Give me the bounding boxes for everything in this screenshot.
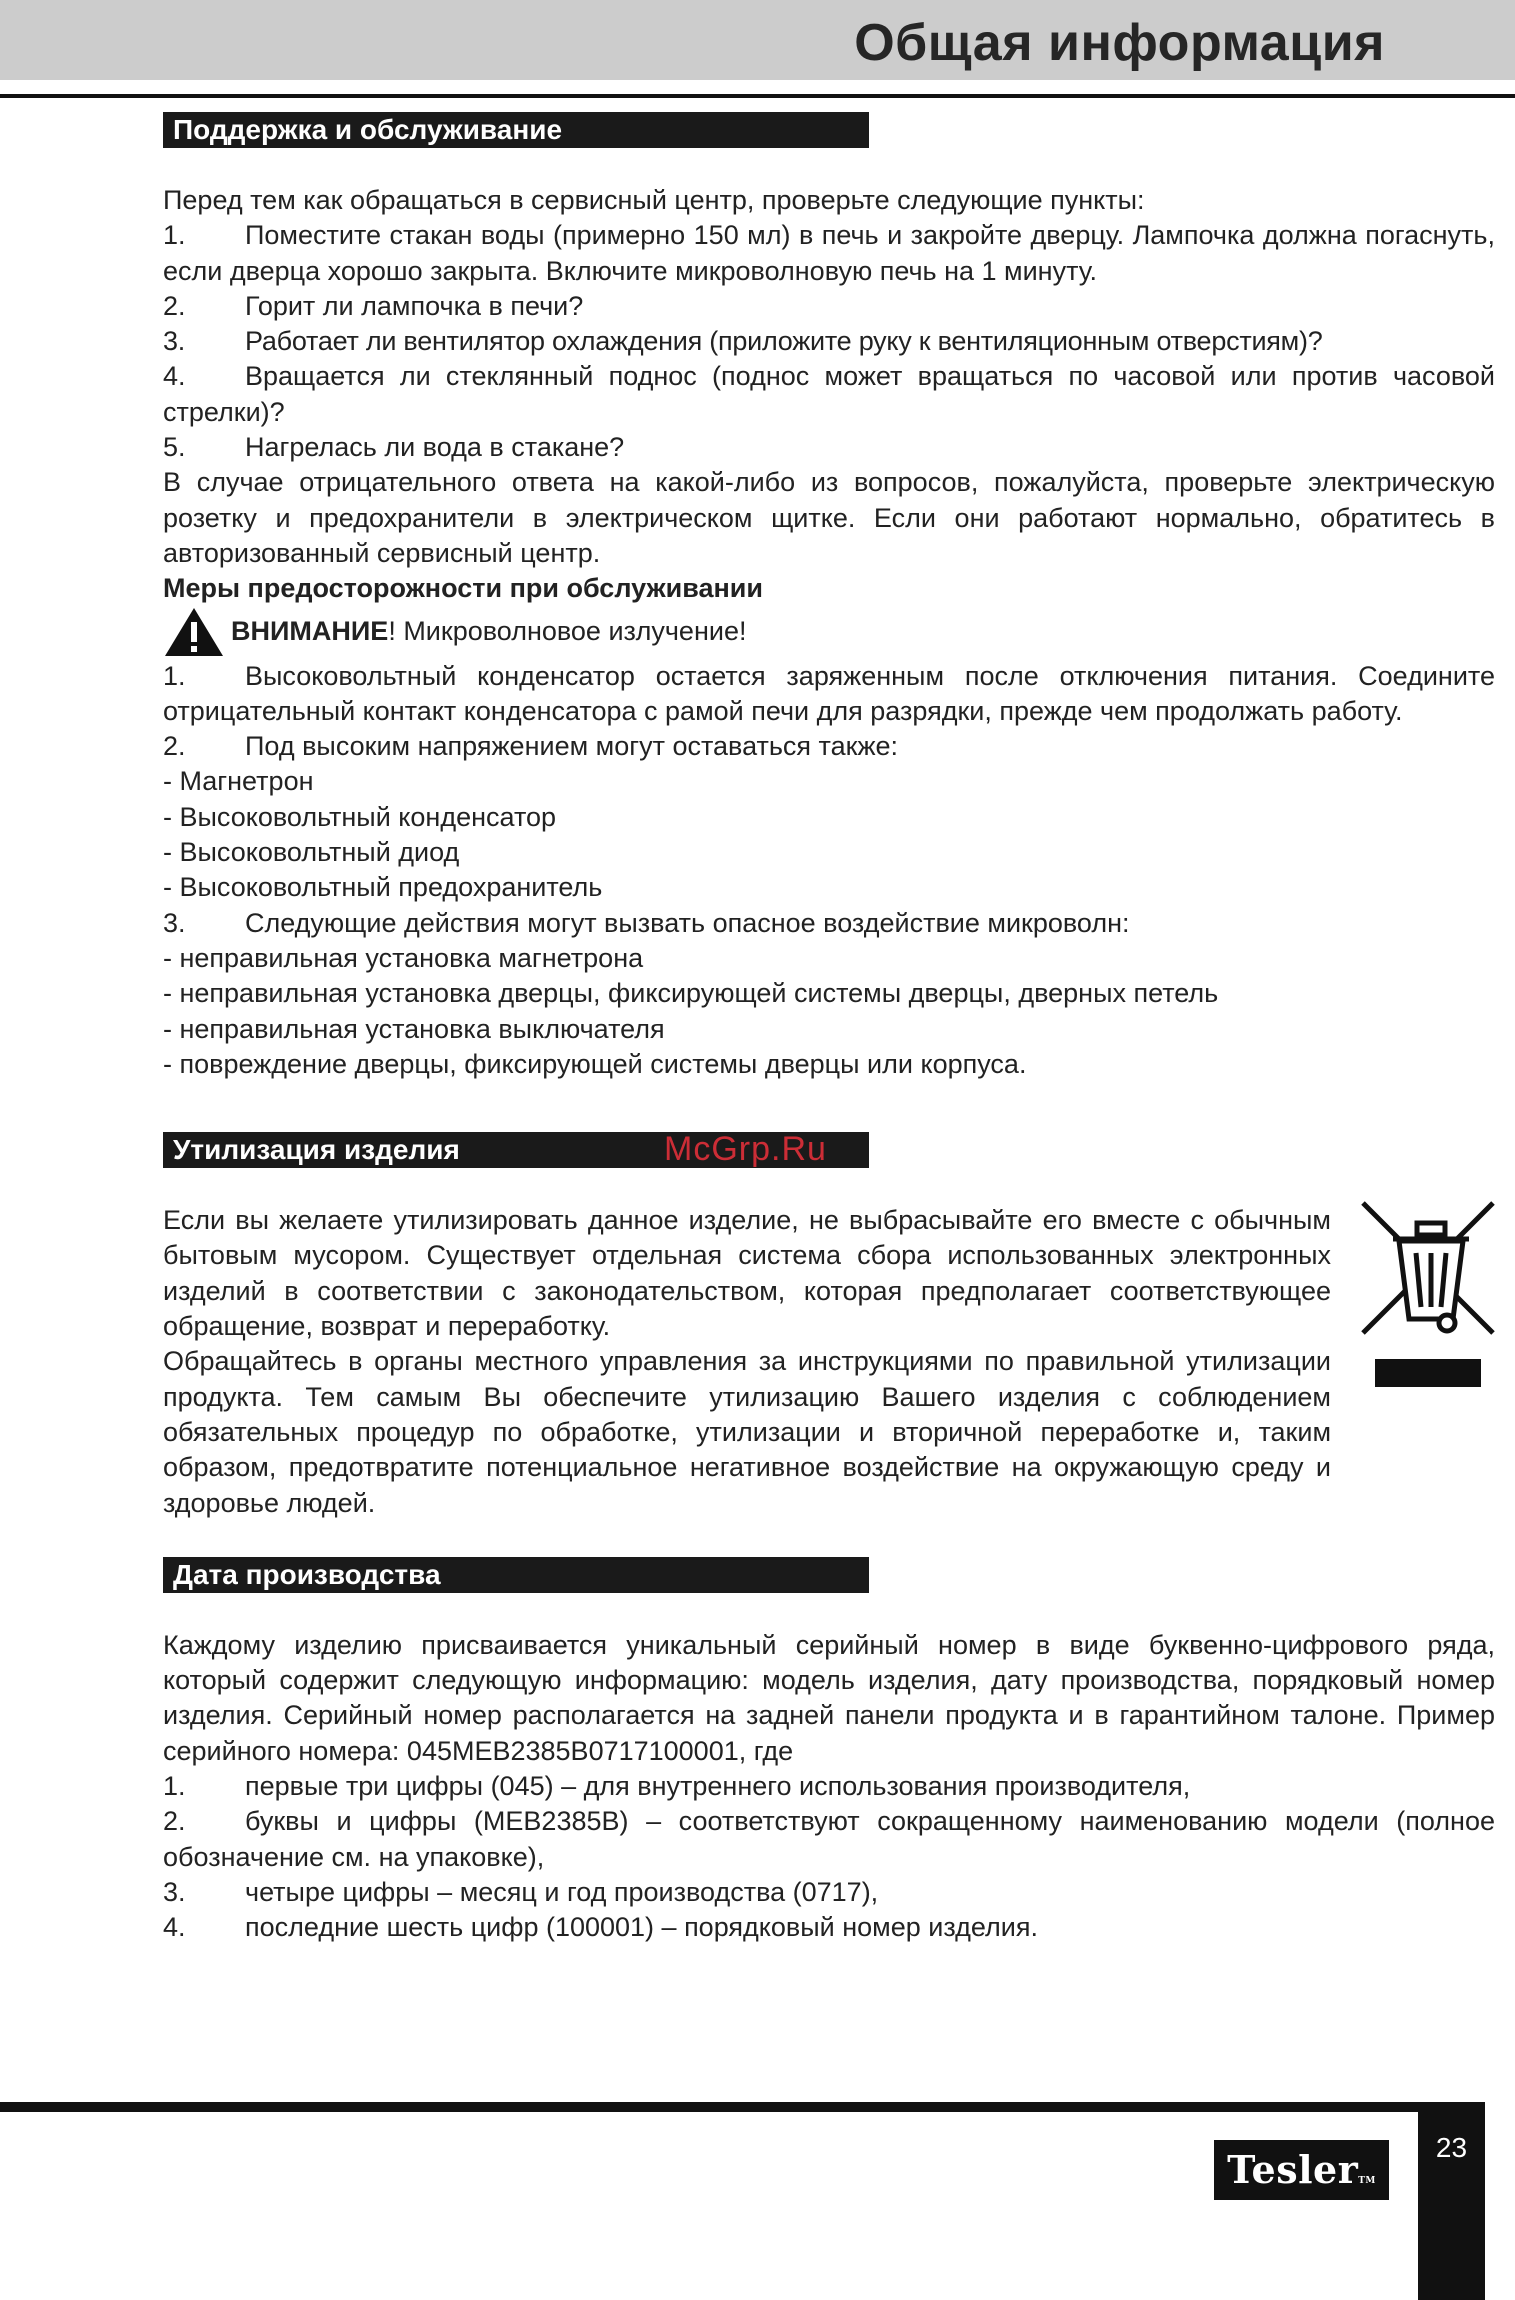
item-text: последние шесть цифр (100001) – порядковый номер изделия. <box>245 1912 1038 1943</box>
warning-text: ! Микроволновое излучение! <box>388 615 747 646</box>
item-number: 3. <box>163 907 186 938</box>
brand-logo <box>1214 2140 1389 2200</box>
support-item <box>163 324 1495 359</box>
page-title: Общая информация <box>854 14 1385 72</box>
header-bar <box>0 0 1515 80</box>
precautions-heading: Меры предосторожности при обслуживании <box>163 573 763 604</box>
production-intro: Каждому изделию присваивается уникальный серийный номер в виде буквенно-цифрового ряда, который содержит следующую информацию: модель изделия, дату производства, порядковый номер изделия. Серийный номер располагается на задней панели продукта и в гарантийном талоне. Пример серийного номера: 045MEB2385B0717100001, где <box>163 1629 1495 1766</box>
footer-divider <box>0 2102 1485 2112</box>
item-number: 4. <box>163 1912 186 1943</box>
production-item <box>163 1875 1495 1910</box>
item-text: Следующие действия могут вызвать опасное воздействие микроволн: <box>245 907 1130 938</box>
list-item: - неправильная установка магнетрона <box>163 942 644 973</box>
list-item: - Высоковольтный конденсатор <box>163 801 557 832</box>
item-text: Нагрелась ли вода в стакане? <box>245 432 625 463</box>
item-text: Поместите стакан воды (примерно 150 мл) в печь и закройте дверцу. Лампочка должна погаснуть, если дверца хорошо закрыта. Включите микроволновую печь на 1 минуту. <box>163 220 1495 286</box>
page-number: 23 <box>1435 2132 1468 2163</box>
production-item <box>163 1769 1495 1804</box>
support-item <box>163 430 1495 465</box>
item-text: первые три цифры (045) – для внутреннего использования производителя, <box>245 1770 1191 1801</box>
list-item: - Высоковольтный предохранитель <box>163 872 603 903</box>
support-item <box>163 289 1495 324</box>
item-number: 5. <box>163 432 186 463</box>
weee-crossed-bin-icon <box>1361 1201 1501 1396</box>
item-text: Вращается ли стеклянный поднос (поднос может вращаться по часовой или против часовой стрелки)? <box>163 361 1495 427</box>
disposal-paragraph-2: Обращайтесь в органы местного управления за инструкциями по правильной утилизации продукта. Тем самым Вы обеспечите утилизацию Вашего изделия с соблюдением обязательных процедур по обработке, утилизации и вторичной переработке и, таким образом, предотвратите потенциальное негативное воздействие на окружающую среду и здоровье людей. <box>163 1346 1331 1518</box>
support-outro: В случае отрицательного ответа на какой-либо из вопросов, пожалуйста, проверьте электрическую розетку и предохранители в электрическом щитке. Если они работают нормально, обратитесь в авторизованный сервисный центр. <box>163 467 1495 568</box>
item-text: Высоковольтный конденсатор остается заряженным после отключения питания. Соедините отрицательный контакт конденсатора с рамой печи для разрядки, прежде чем продолжать работу. <box>163 660 1495 726</box>
support-item <box>163 359 1495 430</box>
item-number: 2. <box>163 290 186 321</box>
item-number: 3. <box>163 326 186 357</box>
warning-line <box>163 605 1495 659</box>
disposal-paragraph-1: Если вы желаете утилизировать данное изделие, не выбрасывайте его вместе с обычным бытовым мусором. Существует отдельная система сбора использованных электронных изделий в соответствии с законодательством, которая предполагает соответствующее обращение, возврат и переработку. <box>163 1205 1331 1342</box>
item-number: 1. <box>163 1770 186 1801</box>
item-text: Под высоким напряжением могут оставаться также: <box>245 731 899 762</box>
precaution-item <box>163 906 1495 941</box>
list-item: - Магнетрон <box>163 766 314 797</box>
section-heading-disposal: Утилизация изделия <box>163 1132 869 1168</box>
section-heading-production-date: Дата производства <box>163 1557 869 1593</box>
brand-logo-text: Tesler <box>1227 2147 1359 2192</box>
warning-label: ВНИМАНИЕ <box>231 615 389 646</box>
trademark-mark: TM <box>1358 2176 1376 2186</box>
list-item: - Высоковольтный диод <box>163 837 460 868</box>
item-text: четыре цифры – месяц и год производства (0717), <box>245 1876 879 1907</box>
watermark: McGrp.Ru <box>664 1130 827 1168</box>
production-item <box>163 1910 1495 1945</box>
list-item: - неправильная установка выключателя <box>163 1013 665 1044</box>
item-number: 1. <box>163 220 186 251</box>
page-content <box>163 112 1495 1945</box>
item-number: 2. <box>163 1806 186 1837</box>
support-item <box>163 218 1495 289</box>
item-number: 3. <box>163 1876 186 1907</box>
list-item: - неправильная установка дверцы, фиксирующей системы дверцы, дверных петель <box>163 978 1219 1009</box>
item-number: 4. <box>163 361 186 392</box>
list-item: - повреждение дверцы, фиксирующей системы дверцы или корпуса. <box>163 1048 1027 1079</box>
precaution-item <box>163 659 1495 730</box>
item-number: 2. <box>163 731 186 762</box>
item-number: 1. <box>163 660 186 691</box>
item-text: буквы и цифры (MEB2385B) – соответствуют сокращенному наименованию модели (полное обозначение см. на упаковке), <box>163 1806 1495 1872</box>
support-intro: Перед тем как обращаться в сервисный центр, проверьте следующие пункты: <box>163 185 1145 215</box>
item-text: Горит ли лампочка в печи? <box>245 290 584 321</box>
disposal-block <box>163 1203 1495 1521</box>
header-divider <box>0 94 1515 98</box>
section-heading-support: Поддержка и обслуживание <box>163 112 869 148</box>
precaution-item <box>163 729 1495 764</box>
production-item <box>163 1804 1495 1875</box>
item-text: Работает ли вентилятор охлаждения (приложите руку к вентиляционным отверстиям)? <box>245 326 1323 357</box>
warning-triangle-icon <box>163 606 225 658</box>
